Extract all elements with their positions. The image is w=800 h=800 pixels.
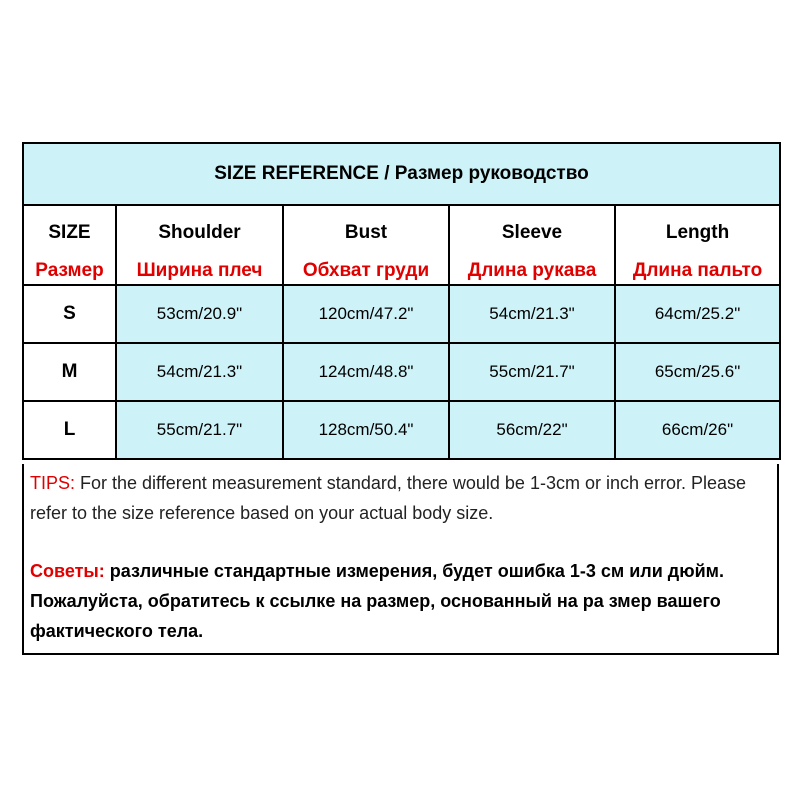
header-en: Shoulder: [158, 222, 241, 243]
size-cell: L: [23, 401, 116, 459]
tips-text: For the different measurement standard, there would be 1-3cm or inch error. Please refer to the size reference based on your actual body size.: [30, 473, 747, 523]
table-row: [23, 285, 780, 343]
tips-russian: [30, 556, 769, 646]
value-cell: 54cm/21.3": [116, 343, 283, 401]
header-en: Length: [665, 222, 730, 243]
table-row: [23, 401, 780, 459]
value-cell: 124cm/48.8": [283, 343, 449, 401]
header-length: [615, 205, 780, 285]
header-en: SIZE: [48, 222, 91, 243]
value-cell: 56cm/22": [449, 401, 615, 459]
header-ru: Длина пальто: [632, 260, 763, 281]
tips-label-ru: Советы:: [30, 561, 105, 581]
header-bust: [283, 205, 449, 285]
value-cell: 55cm/21.7": [116, 401, 283, 459]
header-row: [23, 205, 780, 285]
tips-label: TIPS:: [30, 473, 76, 493]
value-cell: 54cm/21.3": [449, 285, 615, 343]
value-cell: 55cm/21.7": [449, 343, 615, 401]
tips-english: [30, 468, 769, 528]
tips-text-ru: различные стандартные измерения, будет ошибка 1-3 см или дюйм. Пожалуйста, обратитесь к ссылке на размер, основанный на ра змер вашего фактического тела.: [30, 561, 724, 641]
header-ru: Ширина плеч: [136, 260, 263, 281]
header-ru: Длина рукава: [467, 260, 597, 281]
table-title-row: [23, 143, 780, 205]
header-sleeve: [449, 205, 615, 285]
header-ru: Размер: [35, 260, 104, 281]
header-en: Bust: [344, 222, 388, 243]
value-cell: 128cm/50.4": [283, 401, 449, 459]
header-shoulder: [116, 205, 283, 285]
value-cell: 65cm/25.6": [615, 343, 780, 401]
value-cell: 64cm/25.2": [615, 285, 780, 343]
size-cell: M: [23, 343, 116, 401]
size-cell: S: [23, 285, 116, 343]
table-title: SIZE REFERENCE / Размер руководство: [23, 143, 780, 205]
value-cell: 66cm/26": [615, 401, 780, 459]
tips-section: [24, 466, 775, 652]
size-table: [22, 142, 781, 460]
header-en: Sleeve: [501, 222, 563, 243]
header-size: [23, 205, 116, 285]
header-ru: Обхват груди: [302, 260, 430, 281]
table-row: [23, 343, 780, 401]
value-cell: 120cm/47.2": [283, 285, 449, 343]
value-cell: 53cm/20.9": [116, 285, 283, 343]
